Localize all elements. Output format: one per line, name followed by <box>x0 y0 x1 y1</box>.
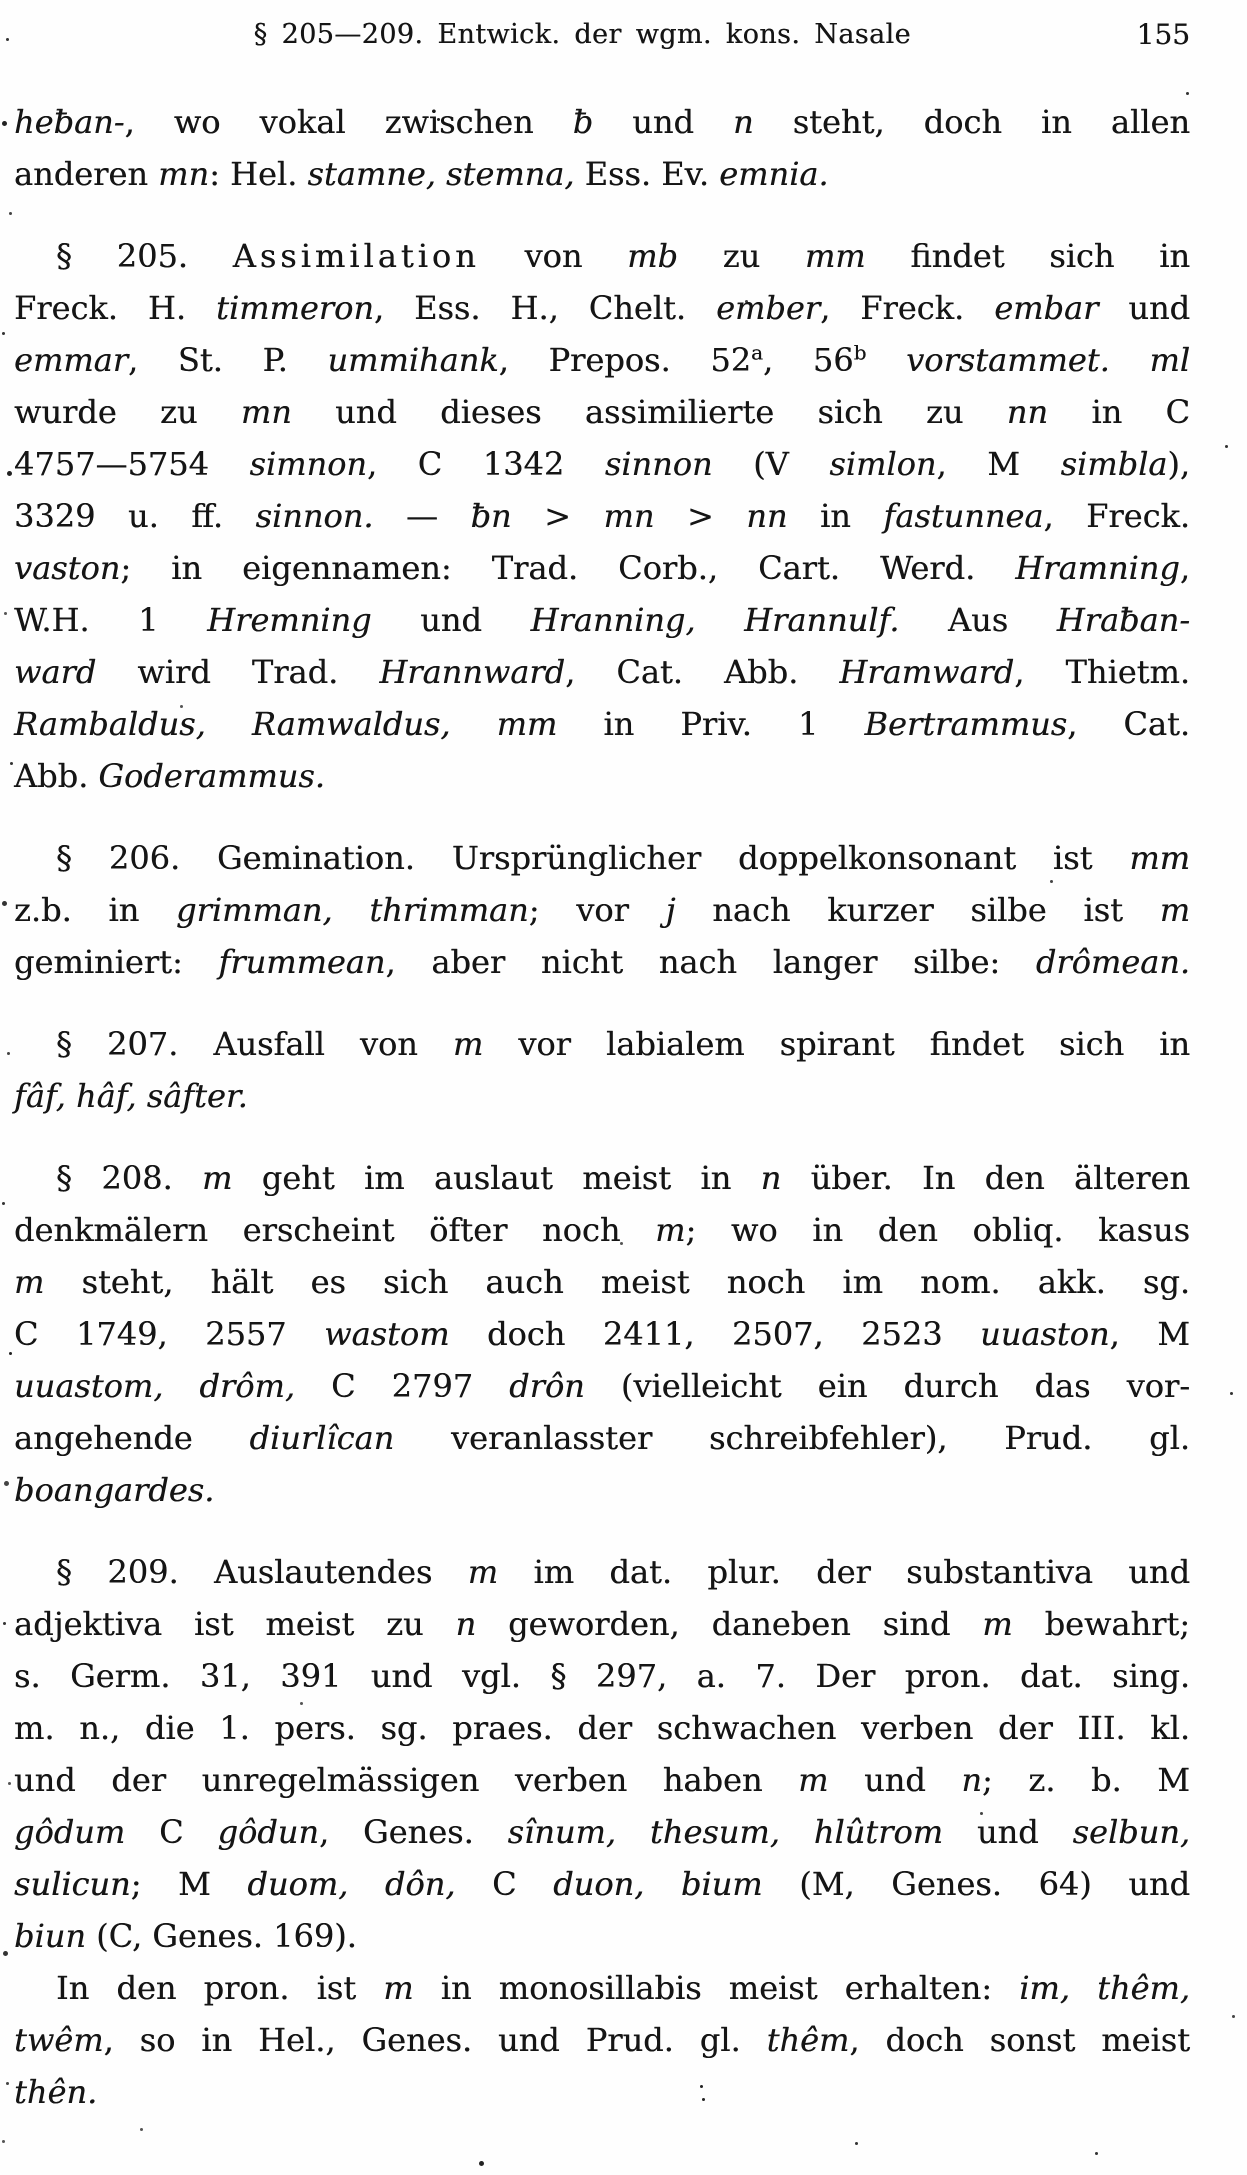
text-run: ; vor <box>528 891 666 929</box>
text-run: (M, Genes. 64) und <box>762 1865 1191 1903</box>
text-run: C <box>455 1865 554 1903</box>
text-run: simbla <box>1060 445 1168 483</box>
text-run: m <box>1159 891 1191 929</box>
text-run: ), <box>1167 445 1191 483</box>
text-run: m <box>452 1025 484 1063</box>
text-run: steht, hält es sich auch meist noch im nom. akk. sg. <box>44 1263 1190 1301</box>
text-run: mm <box>1129 839 1190 877</box>
text-run: , aber nicht nach langer silbe: <box>385 943 1036 981</box>
text-line <box>14 1754 1190 1806</box>
text-run: frummean <box>218 943 386 981</box>
text-line <box>14 490 1190 542</box>
text-run: , Ess. H., Chelt. <box>373 289 717 327</box>
text-line <box>14 936 1190 988</box>
text-run: simlon <box>829 445 937 483</box>
text-run: und <box>593 103 734 141</box>
text-run: , Freck. <box>820 289 995 327</box>
text-line <box>14 1858 1190 1910</box>
text-run: mn <box>603 497 655 535</box>
text-run: , wo vokal zwischen <box>124 103 573 141</box>
text-line <box>14 594 1190 646</box>
paragraph <box>14 230 1190 802</box>
text-run: fastunnea <box>883 497 1044 535</box>
text-line <box>14 96 1190 148</box>
text-run: m <box>467 1553 499 1591</box>
text-run: j <box>665 891 676 929</box>
text-run: nach kurzer silbe ist <box>675 891 1160 929</box>
text-run: biun <box>14 1917 86 1955</box>
text-run: Abb. <box>14 757 99 795</box>
text-run: duon, bium <box>553 1865 763 1903</box>
text-run: zu <box>677 237 805 275</box>
text-run: und <box>371 601 531 639</box>
text-run: , M <box>1109 1315 1190 1353</box>
text-run: Hraƀan- <box>1056 601 1191 639</box>
text-run: mn <box>240 393 292 431</box>
text-run: Hrannward <box>379 653 566 691</box>
text-run: gôdum <box>14 1813 126 1851</box>
text-run: m <box>982 1605 1013 1643</box>
text-run: boangardes. <box>14 1471 215 1509</box>
text-run: thên. <box>14 2073 98 2111</box>
text-run: mb <box>627 237 678 275</box>
text-run <box>866 341 906 379</box>
text-line <box>14 148 1190 200</box>
text-run: , Cat. <box>1067 705 1191 743</box>
text-run: , Prepos. 52 <box>498 341 752 379</box>
text-run: in <box>787 497 884 535</box>
text-run: sînum, thesum, hlûtrom <box>507 1813 944 1851</box>
text-run: und <box>943 1813 1073 1851</box>
text-line <box>14 1598 1190 1650</box>
text-run: C 1749, 2557 <box>14 1315 325 1353</box>
text-run: ; M <box>130 1865 248 1903</box>
text-run: , M <box>936 445 1061 483</box>
text-run: , Freck. <box>1043 497 1191 535</box>
text-line <box>14 1910 1190 1962</box>
text-run: mn <box>158 155 210 193</box>
text-run: § 205. <box>56 237 233 275</box>
text-run: Rambaldus, Ramwaldus, mm <box>14 705 558 743</box>
text-run: von <box>479 237 628 275</box>
text-run: a <box>751 340 763 365</box>
text-run: s. Germ. 31, 391 und vgl. § 297, a. 7. Der pron. dat. sing. <box>14 1657 1190 1695</box>
text-run: ember <box>716 289 821 327</box>
text-run: findet sich in <box>865 237 1191 275</box>
text-run: (vielleicht ein durch das vor- <box>584 1367 1191 1405</box>
text-run: nn <box>746 497 788 535</box>
text-run: Freck. H. <box>14 289 217 327</box>
text-run: , C 1342 <box>366 445 605 483</box>
text-run: und <box>828 1761 962 1799</box>
text-run: vor labialem spirant findet sich in <box>483 1025 1191 1063</box>
running-head <box>14 14 1190 56</box>
text-run: m <box>202 1159 233 1197</box>
text-run: bewahrt; <box>1012 1605 1190 1643</box>
text-run: : Hel. <box>209 155 308 193</box>
text-run: stamne, stemna, <box>307 155 575 193</box>
text-run: ; in eigennamen: Trad. Corb., Cart. Werd. <box>120 549 1016 587</box>
text-run: In den pron. ist <box>56 1969 384 2007</box>
text-run: und <box>1098 289 1191 327</box>
text-run: m <box>14 1263 45 1301</box>
text-run: b <box>853 340 867 365</box>
text-run: und der unregelmässigen verben haben <box>14 1761 799 1799</box>
text-run: geht im auslaut meist in <box>232 1159 761 1197</box>
text-run: angehende <box>14 1419 250 1457</box>
text-run: , <box>1179 549 1190 587</box>
text-run: selbun, <box>1072 1813 1191 1851</box>
text-run: § 207. Ausfall von <box>56 1025 453 1063</box>
text-run: Hranning, Hrannulf. <box>530 601 900 639</box>
text-run: ward <box>14 653 97 691</box>
text-run: emnia. <box>719 155 829 193</box>
text-line <box>14 2066 1190 2118</box>
text-run: Goderammus. <box>98 757 325 795</box>
text-run: vaston <box>14 549 121 587</box>
text-run: uuastom, drôm, <box>14 1367 295 1405</box>
text-run: ƀ <box>572 103 594 141</box>
text-line <box>14 1070 1190 1122</box>
text-run: in monosillabis meist erhalten: <box>413 1969 1020 2007</box>
text-run: z.b. in <box>14 891 177 929</box>
paragraph <box>14 1152 1190 1516</box>
text-run: uuaston <box>980 1315 1110 1353</box>
text-line <box>14 1412 1190 1464</box>
text-run: wurde zu <box>14 393 241 431</box>
text-run: § 208. <box>56 1159 203 1197</box>
text-line <box>14 698 1190 750</box>
text-run: embar <box>994 289 1099 327</box>
text-run: ; wo in den obliq. kasus <box>685 1211 1190 1249</box>
text-line <box>14 282 1190 334</box>
text-run: adjektiva ist meist zu <box>14 1605 456 1643</box>
text-run: in Priv. 1 <box>557 705 865 743</box>
text-run: sinnon <box>604 445 713 483</box>
paragraph <box>14 1546 1190 1962</box>
text-run: geminiert: <box>14 943 219 981</box>
text-run: Bertrammus <box>864 705 1068 743</box>
text-line <box>14 1152 1190 1204</box>
text-line <box>14 750 1190 802</box>
text-run: C 2797 <box>295 1367 510 1405</box>
text-line <box>14 1962 1190 2014</box>
text-line <box>14 1546 1190 1598</box>
text-line <box>14 646 1190 698</box>
paragraph <box>14 96 1190 200</box>
paragraph <box>14 1018 1190 1122</box>
text-run: Hramward <box>839 653 1015 691</box>
running-head-title: § 205—209. Entwick. der wgm. kons. Nasale <box>253 19 911 50</box>
text-run: sinnon. <box>255 497 374 535</box>
text-run: über. In den älteren <box>781 1159 1191 1197</box>
paragraph <box>14 832 1190 988</box>
text-run: , Thietm. <box>1014 653 1190 691</box>
text-line <box>14 1360 1190 1412</box>
text-run: n <box>733 103 754 141</box>
text-run: , St. P. <box>128 341 328 379</box>
text-run: Hramning <box>1015 549 1180 587</box>
scan-speckles <box>0 0 3 3</box>
text-run: diurlîcan <box>249 1419 395 1457</box>
text-run: heƀan- <box>14 103 125 141</box>
text-run: mm <box>804 237 866 275</box>
text-line <box>14 1806 1190 1858</box>
text-run: , so in Hel., Genes. und Prud. gl. <box>103 2021 767 2059</box>
text-run: sulicun <box>14 1865 131 1903</box>
text-run: im dat. plur. der substantiva und <box>498 1553 1191 1591</box>
text-run: — <box>373 497 471 535</box>
text-line <box>14 1308 1190 1360</box>
text-line <box>14 334 1190 386</box>
text-line <box>14 386 1190 438</box>
text-run: , doch sonst meist <box>849 2021 1191 2059</box>
text-run: ummihank <box>327 341 499 379</box>
text-run: , Genes. <box>318 1813 508 1851</box>
text-run: denkmälern erscheint öfter noch <box>14 1211 656 1249</box>
text-run: emmar <box>14 341 128 379</box>
text-run: geworden, daneben sind <box>476 1605 983 1643</box>
text-run: drôn <box>509 1367 585 1405</box>
text-line <box>14 1464 1190 1516</box>
text-run: ƀn <box>470 497 512 535</box>
text-run: W.H. 1 <box>14 601 208 639</box>
text-run: veranlasster schreibfehler), Prud. gl. <box>394 1419 1191 1457</box>
text-run: und dieses assimilierte sich zu <box>291 393 1007 431</box>
text-run: wird Trad. <box>96 653 380 691</box>
text-run: wastom <box>324 1315 450 1353</box>
text-run: in C <box>1048 393 1190 431</box>
paragraph <box>14 1962 1190 2118</box>
page-body <box>14 96 1190 2118</box>
text-line <box>14 230 1190 282</box>
text-run: twêm <box>14 2021 104 2059</box>
text-run: gôdun <box>217 1813 319 1851</box>
text-line <box>14 832 1190 884</box>
text-run: Aus <box>899 601 1057 639</box>
text-run: 3329 u. ff. <box>14 497 256 535</box>
text-line <box>14 1204 1190 1256</box>
text-run: Assimilation <box>232 237 480 275</box>
text-run: m. n., die 1. pers. sg. praes. der schwachen verben der III. kl. <box>14 1709 1190 1747</box>
text-run: § 206. Gemination. Ursprünglicher doppelkonsonant ist <box>56 839 1130 877</box>
text-run: m <box>798 1761 829 1799</box>
text-line <box>14 1702 1190 1754</box>
text-run: > <box>654 497 747 535</box>
text-run: ; z. b. M <box>981 1761 1191 1799</box>
text-run: , Cat. Abb. <box>565 653 840 691</box>
text-line <box>14 438 1190 490</box>
text-run: , 56 <box>762 341 854 379</box>
text-run: n <box>961 1761 982 1799</box>
text-run: thêm <box>766 2021 850 2059</box>
text-run: anderen <box>14 155 159 193</box>
text-run: Ess. Ev. <box>574 155 720 193</box>
text-run: timmeron <box>216 289 374 327</box>
text-run: C <box>125 1813 218 1851</box>
text-run: (C, Genes. 169). <box>85 1917 357 1955</box>
text-run: n <box>760 1159 782 1197</box>
text-run: drômean. <box>1035 943 1191 981</box>
text-run: simnon <box>249 445 367 483</box>
text-run: im, thêm, <box>1019 1969 1191 2007</box>
text-run: grimman, thrimman <box>176 891 529 929</box>
text-run: fâf, hâf, sâfter. <box>14 1077 248 1115</box>
text-line <box>14 1650 1190 1702</box>
text-run: steht, doch in allen <box>753 103 1191 141</box>
text-run: 4757—5754 <box>14 445 250 483</box>
text-line <box>14 542 1190 594</box>
text-run: Hremning <box>207 601 372 639</box>
text-run: duom, dôn, <box>247 1865 456 1903</box>
text-run: n <box>455 1605 477 1643</box>
text-run: doch 2411, 2507, 2523 <box>449 1315 981 1353</box>
text-run: vorstammet. ml <box>906 341 1191 379</box>
text-line <box>14 2014 1190 2066</box>
page-number: 155 <box>1136 18 1190 51</box>
text-run: § 209. Auslautendes <box>56 1553 468 1591</box>
text-run: m <box>383 1969 414 2007</box>
text-line <box>14 1256 1190 1308</box>
text-line <box>14 1018 1190 1070</box>
text-run: (V <box>712 445 830 483</box>
text-run: m <box>655 1211 686 1249</box>
text-run: > <box>511 497 604 535</box>
text-line <box>14 884 1190 936</box>
text-run: nn <box>1006 393 1049 431</box>
